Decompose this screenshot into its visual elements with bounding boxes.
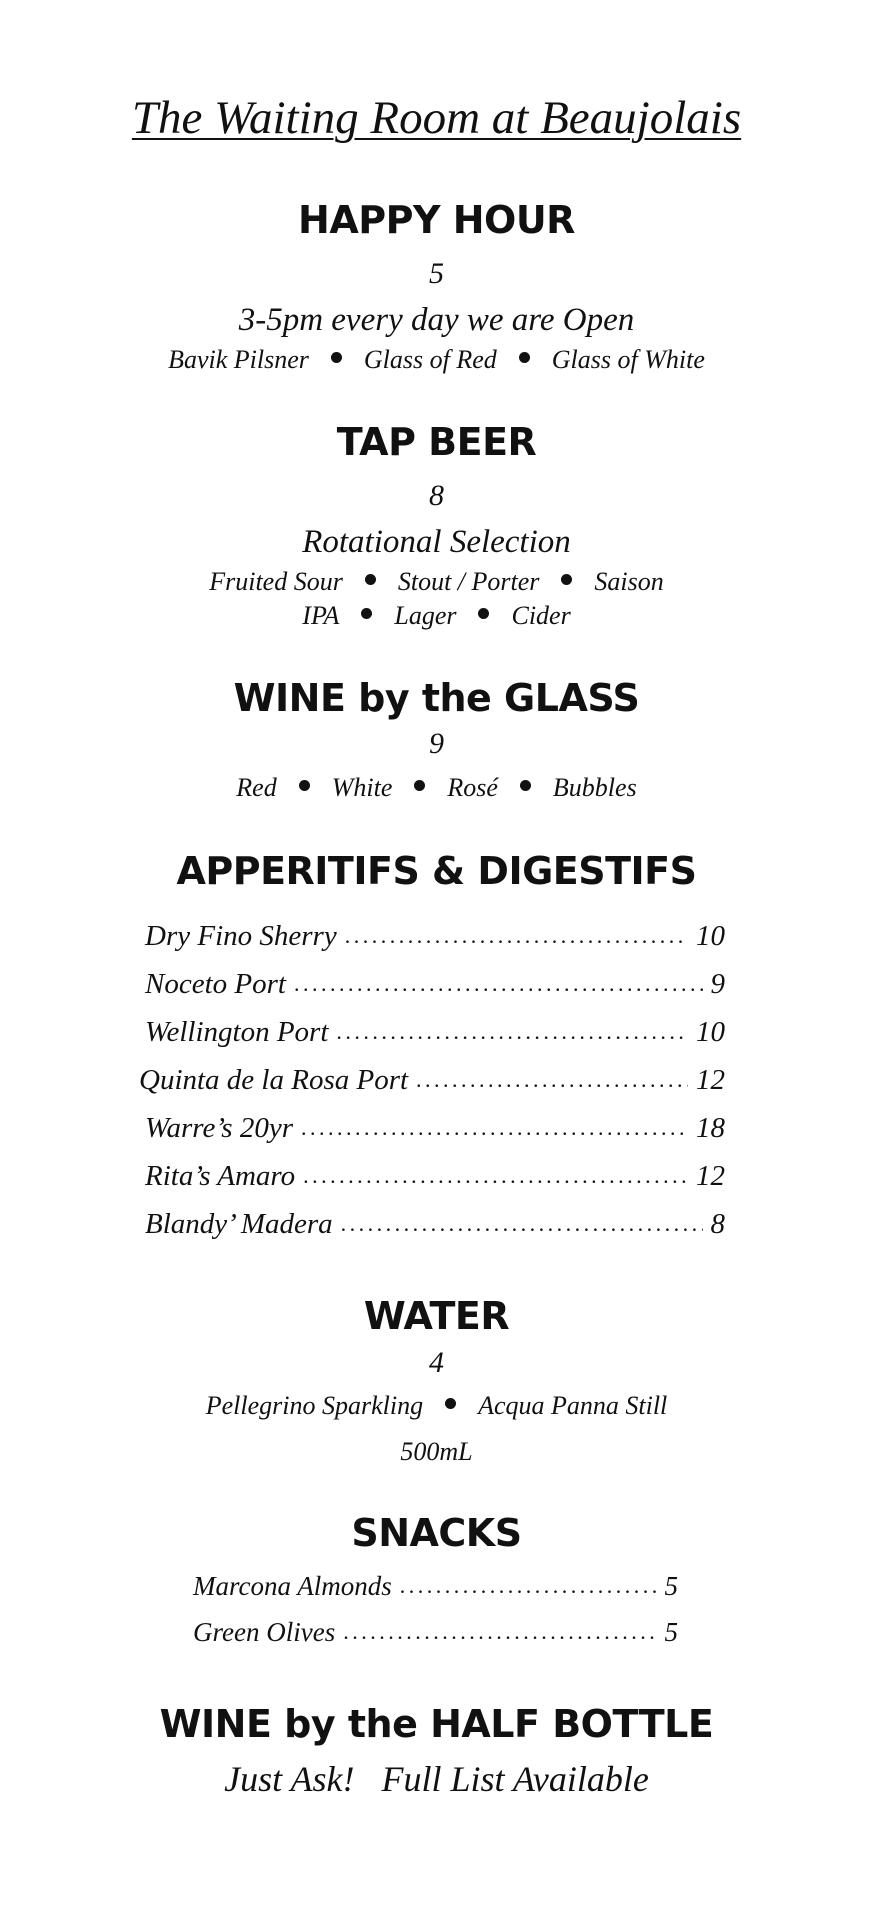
item-name: Noceto Port: [145, 968, 286, 1000]
item-name: Marcona Almonds: [193, 1571, 392, 1601]
option-item: Cider: [511, 601, 571, 630]
bullet-dot: [478, 608, 489, 619]
dot-leader: [294, 960, 703, 1008]
item-name: Quinta de la Rosa Port: [139, 1064, 409, 1096]
tap-beer-price: 8: [429, 479, 444, 512]
item-price: 5: [664, 1617, 678, 1647]
item-name: Green Olives: [193, 1617, 336, 1647]
bullet-dot: [299, 780, 310, 791]
snacks-heading: SNACKS: [351, 1511, 522, 1555]
option-item: Lager: [394, 601, 457, 630]
option-item: IPA: [302, 601, 340, 630]
item-price: 9: [710, 968, 725, 1000]
list-item: [145, 1008, 725, 1056]
water-price: 4: [429, 1346, 444, 1379]
list-item: [145, 1200, 725, 1248]
dot-leader: [416, 1056, 688, 1104]
wine-glass-options: [0, 771, 873, 805]
item-price: 18: [696, 1112, 725, 1144]
item-price: 10: [696, 920, 725, 952]
option-item: Pellegrino Sparkling: [205, 1391, 424, 1420]
option-item: White: [331, 773, 393, 802]
item-name: Rita’s Amaro: [145, 1160, 296, 1192]
tap-beer-options-line2: [0, 599, 873, 633]
half-bottle-note: Just Ask! Full List Available: [224, 1759, 649, 1799]
item-name: Warre’s 20yr: [145, 1112, 293, 1144]
bullet-dot: [414, 780, 425, 791]
option-item: Bubbles: [552, 773, 637, 802]
water-options: [0, 1389, 873, 1423]
dot-leader: [301, 1104, 688, 1152]
bullet-dot: [561, 574, 572, 585]
option-item: Glass of Red: [363, 345, 497, 374]
option-item: Red: [236, 773, 277, 802]
happy-hour-options: [0, 343, 873, 377]
list-item: [145, 912, 725, 960]
item-price: 8: [710, 1208, 725, 1240]
option-item: Saison: [594, 567, 664, 596]
option-item: Bavik Pilsner: [168, 345, 309, 374]
dot-leader: [400, 1563, 657, 1609]
wine-glass-price: 9: [429, 727, 444, 760]
dot-leader: [303, 1152, 688, 1200]
option-item: Stout / Porter: [397, 567, 540, 596]
bullet-dot: [361, 608, 372, 619]
list-item: [193, 1563, 678, 1609]
item-name: Wellington Port: [145, 1016, 329, 1048]
item-name: Blandy’ Madera: [145, 1208, 333, 1240]
item-name: Dry Fino Sherry: [145, 920, 337, 952]
bullet-dot: [445, 1398, 456, 1409]
menu-title: The Waiting Room at Beaujolais: [131, 92, 742, 144]
list-item: [145, 1152, 725, 1200]
half-bottle-heading: WINE by the HALF BOTTLE: [159, 1702, 714, 1746]
bullet-dot: [331, 352, 342, 363]
happy-hour-heading: HAPPY HOUR: [298, 198, 575, 242]
item-price: 5: [664, 1571, 678, 1601]
option-item: Glass of White: [551, 345, 705, 374]
bullet-dot: [365, 574, 376, 585]
wine-glass-heading: WINE by the GLASS: [233, 676, 640, 720]
item-price: 10: [696, 1016, 725, 1048]
option-item: Rosé: [447, 773, 498, 802]
list-item: [145, 960, 725, 1008]
option-item: Acqua Panna Still: [478, 1391, 668, 1420]
item-price: 12: [696, 1160, 725, 1192]
item-price: 12: [696, 1064, 725, 1096]
aperitifs-list: [139, 912, 725, 1248]
dot-leader: [341, 1200, 703, 1248]
water-heading: WATER: [363, 1294, 510, 1338]
happy-hour-subtitle: 3-5pm every day we are Open: [238, 302, 635, 338]
snacks-list: [193, 1563, 678, 1655]
tap-beer-options-line1: [0, 565, 873, 599]
tap-beer-heading: TAP BEER: [336, 420, 537, 464]
aperitifs-heading: APPERITIFS & DIGESTIFS: [176, 849, 697, 893]
dot-leader: [336, 1008, 688, 1056]
list-item: [139, 1056, 725, 1104]
dot-leader: [343, 1609, 656, 1655]
happy-hour-price: 5: [429, 257, 444, 290]
list-item: [145, 1104, 725, 1152]
tap-beer-subtitle: Rotational Selection: [302, 524, 571, 560]
option-item: Fruited Sour: [209, 567, 343, 596]
list-item: [193, 1609, 678, 1655]
bullet-dot: [519, 352, 530, 363]
water-size: 500mL: [400, 1437, 473, 1466]
dot-leader: [345, 912, 688, 960]
bullet-dot: [520, 780, 531, 791]
